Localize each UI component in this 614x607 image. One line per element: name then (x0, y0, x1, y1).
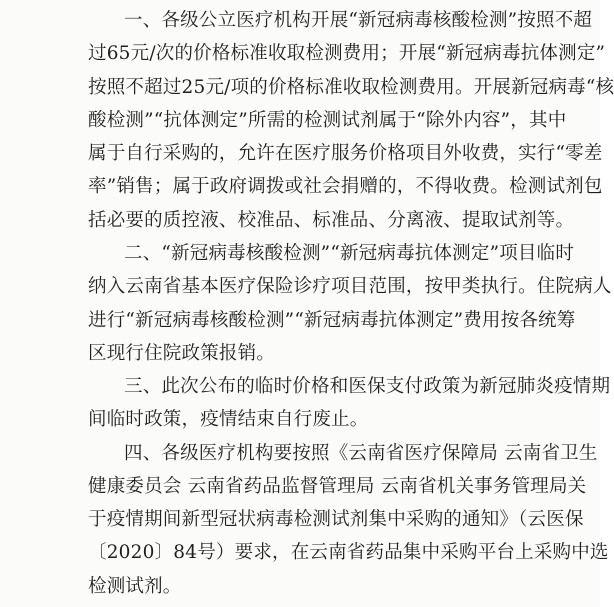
paragraph-3-line-1: 三、此次公布的临时价格和医保支付政策为新冠肺炎疫情期 (124, 376, 611, 398)
paragraph-1-line-5: 属于自行采购的，允许在医疗服务价格项目外收费，实行“零差 (88, 143, 603, 165)
paragraph-2-line-3: 进行“新冠病毒核酸检测”“新冠病毒抗体测定”费用按各统筹 (88, 309, 576, 331)
paragraph-4-line-5: 检测试剂。 (88, 575, 182, 597)
paragraph-4-line-4: 〔2020〕84号）要求，在云南省药品集中采购平台上采购中选 (88, 542, 609, 564)
paragraph-4-line-2: 健康委员会 云南省药品监督管理局 云南省机关事务管理局关 (88, 475, 587, 497)
paragraph-2-line-4: 区现行住院政策报销。 (88, 342, 276, 364)
paragraph-1-line-2: 过65元/次的价格标准收取检测费用；开展“新冠病毒抗体测定” (88, 43, 606, 65)
paragraph-4-line-1: 四、各级医疗机构要按照《云南省医疗保障局 云南省卫生 (124, 442, 598, 464)
paragraph-1-line-1: 一、各级公立医疗机构开展“新冠病毒核酸检测”按照不超 (124, 10, 593, 31)
paragraph-1-line-4: 酸检测”“抗体测定”所需的检测试剂属于“除外内容”，其中 (88, 109, 567, 131)
paragraph-1-line-7: 括必要的质控液、校准品、标准品、分离液、提取试剂等。 (88, 209, 575, 231)
paragraph-4-line-3: 于疫情期间新型冠状病毒检测试剂集中采购的通知》（云医保 (88, 509, 584, 531)
paragraph-2-line-2: 纳入云南省基本医疗保险诊疗项目范围，按甲类执行。住院病人 (88, 276, 612, 298)
paragraph-2-line-1: 二、“新冠病毒核酸检测”“新冠病毒抗体测定”项目临时 (124, 242, 575, 264)
paragraph-1-line-6: 率”销售；属于政府调拨或社会捐赠的，不得收费。检测试剂包 (88, 176, 603, 198)
paragraph-3-line-2: 间临时政策，疫情结束自行废止。 (88, 409, 369, 431)
paragraph-1-line-3: 按照不超过25元/项的价格标准收取检测费用。开展新冠病毒“核 (88, 76, 614, 98)
